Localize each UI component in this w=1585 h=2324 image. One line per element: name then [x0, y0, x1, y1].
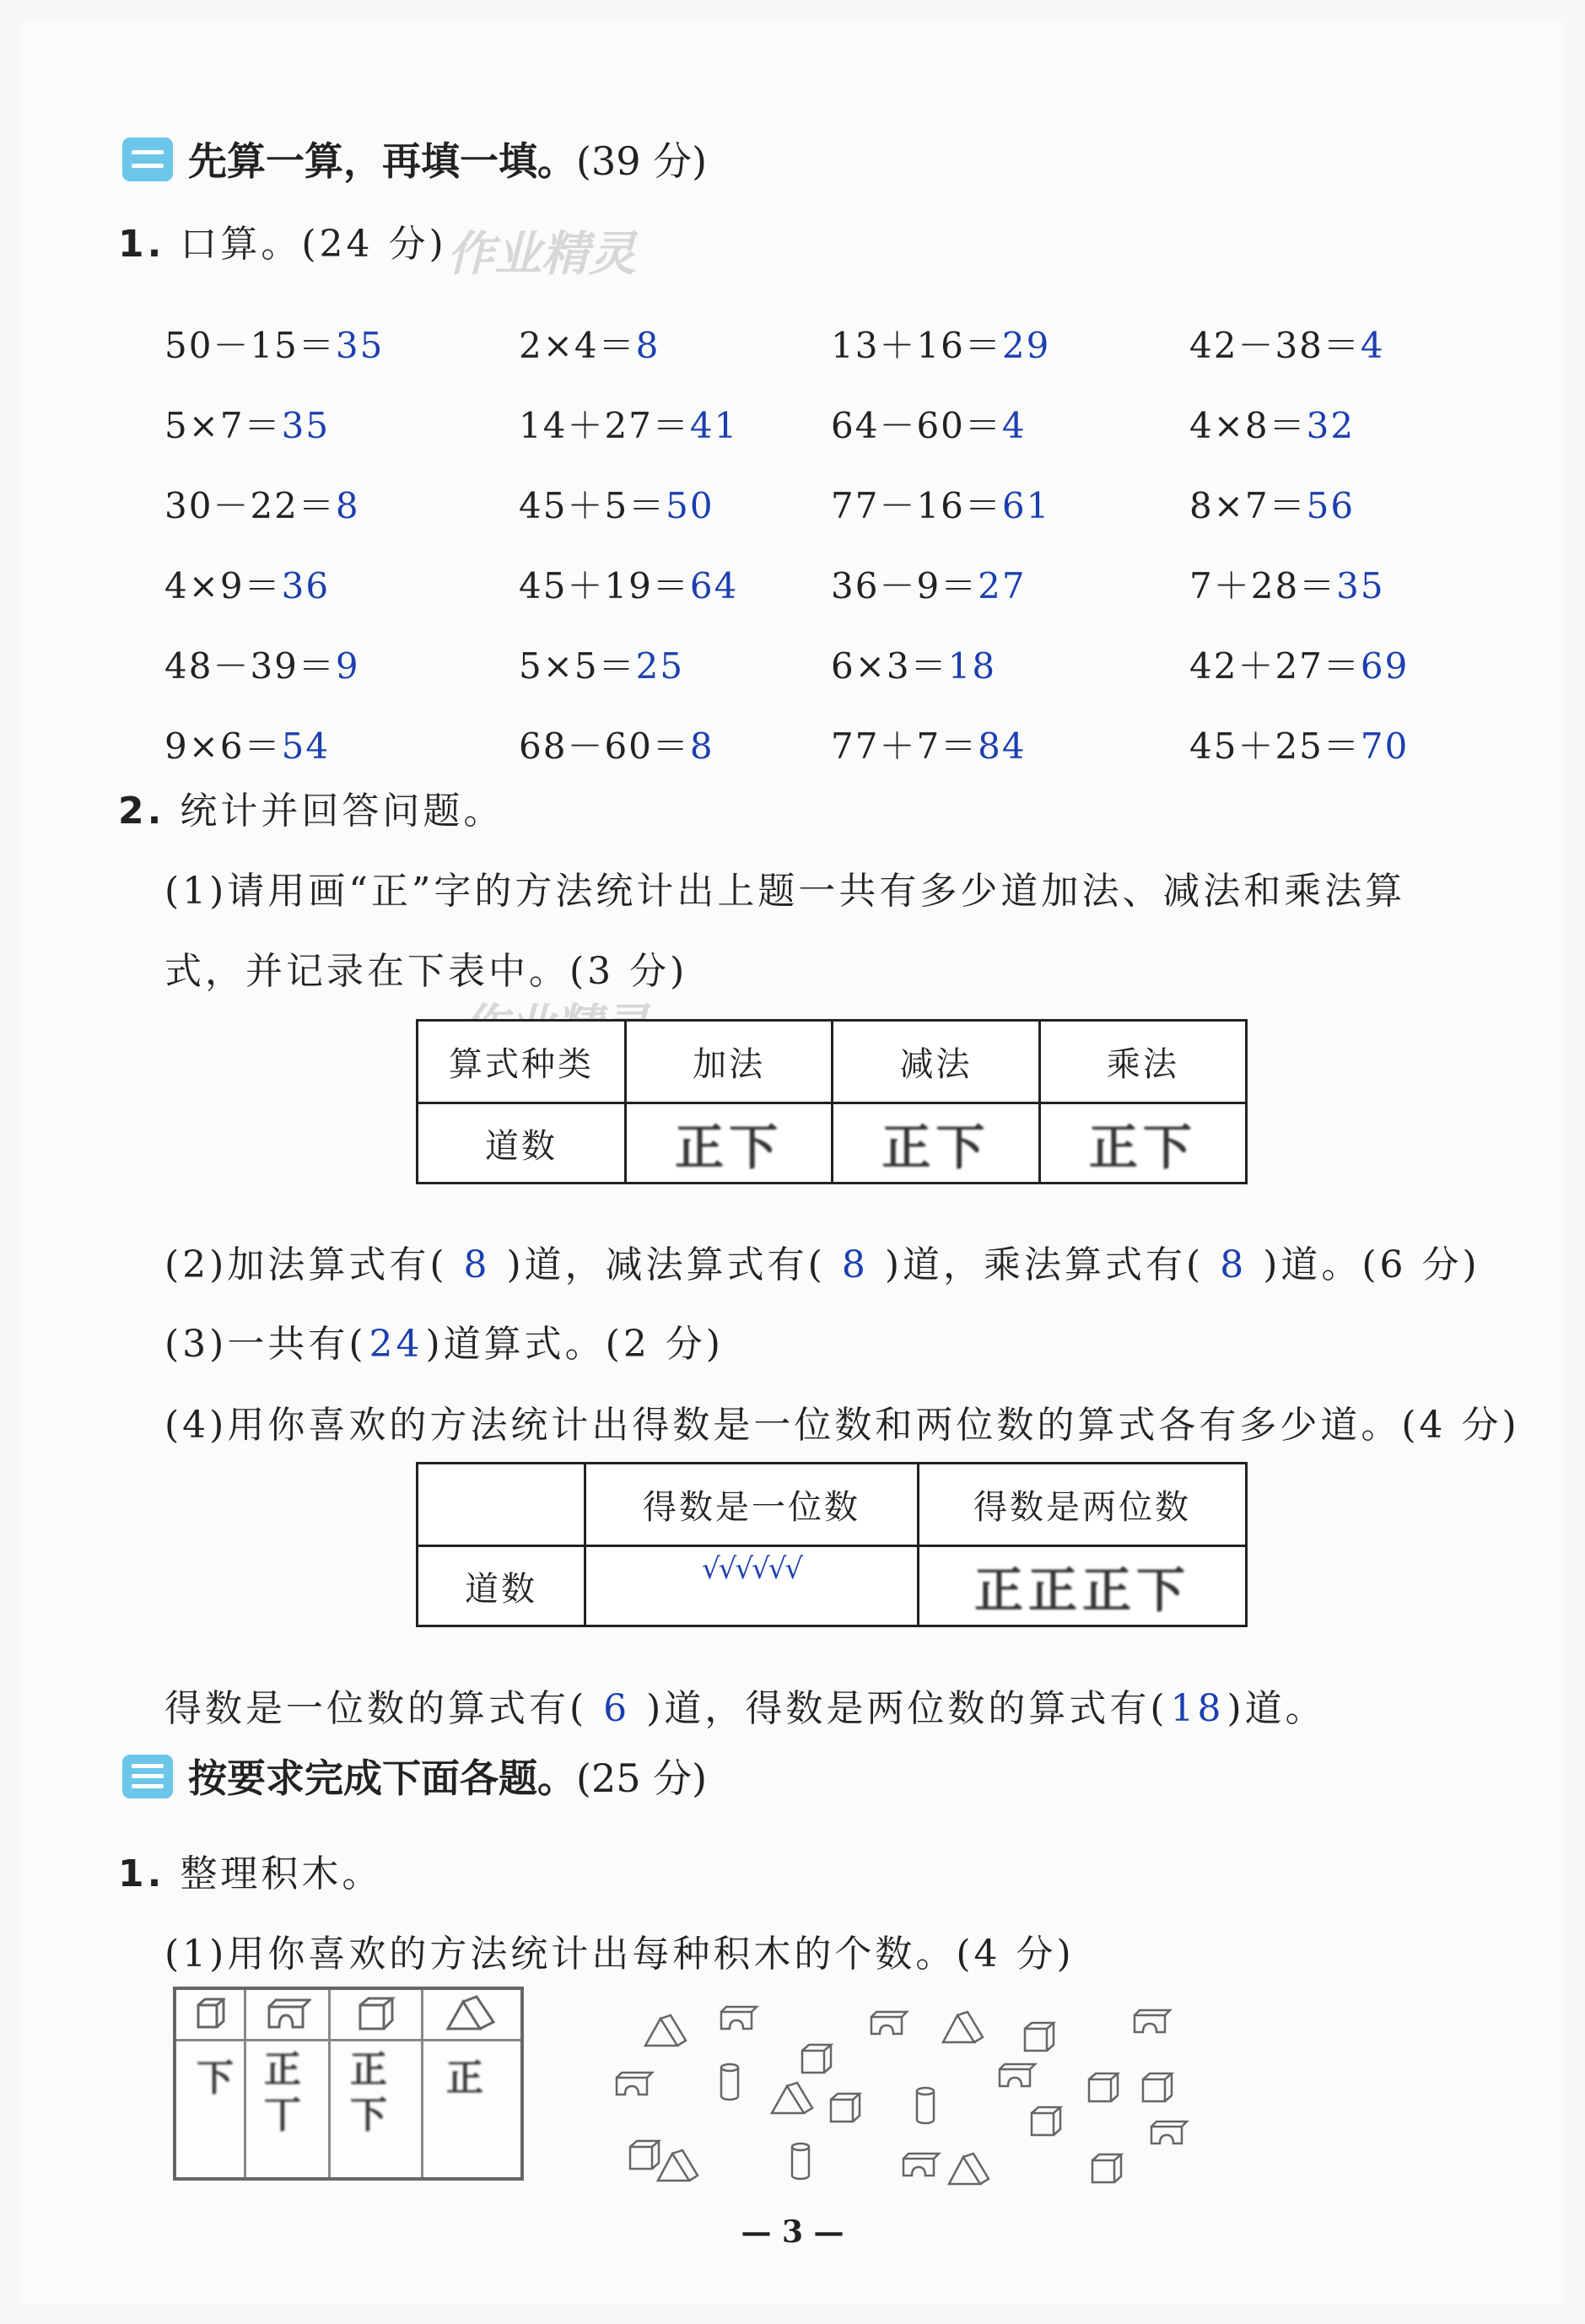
- two-digit-answer: 18: [1170, 1687, 1225, 1730]
- arch-block: [1000, 2064, 1035, 2086]
- cube-icon: [357, 1995, 396, 2032]
- one-digit-answer: 6: [603, 1687, 631, 1730]
- section-three-icon: [122, 1755, 173, 1798]
- equation-answer: 35: [335, 325, 385, 366]
- equation-answer: 35: [1336, 565, 1385, 607]
- equation-question: 4×9＝: [164, 565, 282, 607]
- block-tally-box: [173, 1987, 524, 2181]
- equation-item: [1189, 719, 1409, 769]
- equation-item: [519, 398, 738, 449]
- triangle-block: [772, 2083, 812, 2113]
- q2-part4-answer-text-c: )道。: [1226, 1687, 1326, 1730]
- table2-header-blank: [418, 1464, 585, 1546]
- triangle-block: [645, 2015, 686, 2046]
- tally-cube: 正下: [350, 2048, 392, 2137]
- equation-answer: 18: [947, 645, 997, 687]
- arch-block: [903, 2154, 939, 2176]
- q2-heading: [118, 780, 504, 834]
- cube-block: [630, 2141, 659, 2169]
- equation-question: 64－60＝: [831, 405, 1002, 446]
- section-2-heading: [122, 131, 707, 186]
- equation-question: 42＋27＝: [1189, 645, 1361, 687]
- tally-mark-sub: 正下: [881, 1119, 990, 1176]
- equation-answer: 61: [1001, 485, 1051, 526]
- cuboid-icon: [195, 1997, 225, 2030]
- section-2-title: 先算一算，再填一填。: [188, 138, 576, 184]
- equation-item: [831, 398, 1027, 449]
- triangle-block: [949, 2154, 989, 2184]
- page-number: — 3 —: [741, 2214, 844, 2250]
- section-two-icon: [122, 137, 173, 181]
- equation-item: [1189, 558, 1385, 609]
- equation-item: [1189, 639, 1409, 689]
- operation-tally-table: [416, 1019, 1248, 1184]
- equation-answer: 41: [689, 405, 739, 446]
- equation-question: 6×3＝: [831, 645, 948, 687]
- equation-item: [1189, 478, 1355, 529]
- equation-item: [164, 318, 384, 369]
- table2-header-one-digit: 得数是一位数: [585, 1464, 919, 1546]
- digit-count-tally-table: [416, 1462, 1248, 1627]
- equation-item: [164, 639, 360, 689]
- tally-mark-mul: 正下: [1088, 1119, 1197, 1176]
- equation-question: 77－16＝: [831, 485, 1002, 526]
- equation-answer: 84: [978, 725, 1027, 767]
- q2-part1-line1: (1)请用画“正”字的方法统计出上题一共有多少道加法、减法和乘法算: [164, 870, 1406, 913]
- total-count-answer: 24: [369, 1323, 423, 1366]
- section-3-title: 按要求完成下面各题。: [188, 1755, 576, 1801]
- equation-question: 7＋28＝: [1189, 565, 1337, 607]
- check-marks: √√√√√√: [702, 1552, 801, 1586]
- tally-mark-two-digit: 正正正下: [973, 1561, 1190, 1619]
- equation-answer: 69: [1360, 645, 1410, 687]
- equation-answer: 56: [1306, 485, 1356, 526]
- equation-item: [164, 398, 330, 449]
- q2-part2-text-d: )道。(6 分): [1263, 1243, 1480, 1286]
- equation-item: [164, 719, 330, 769]
- equation-answer: 8: [635, 325, 660, 366]
- subtraction-count-answer: 8: [841, 1243, 869, 1286]
- q1-score: (24 分): [301, 223, 447, 266]
- q3-number: 1.: [118, 1852, 165, 1895]
- equation-item: [1189, 398, 1355, 449]
- q2-part2-text-c: )道，乘法算式有(: [884, 1243, 1205, 1286]
- equation-item: [831, 719, 1027, 769]
- section-3-score: (25 分): [576, 1755, 708, 1801]
- equation-item: [519, 478, 714, 529]
- equation-item: [519, 318, 660, 369]
- tally-triangle: 正: [446, 2057, 488, 2100]
- arch-block: [721, 2007, 757, 2029]
- equation-answer: 8: [335, 485, 360, 526]
- table2-row-label: 道数: [418, 1546, 585, 1626]
- equation-answer: 27: [978, 565, 1027, 607]
- equation-item: [519, 558, 738, 609]
- arch-block: [1151, 2122, 1187, 2143]
- cylinder-block: [721, 2064, 738, 2100]
- q2-part2-text-a: (2)加法算式有(: [164, 1243, 448, 1286]
- q2-part3: [164, 1313, 724, 1367]
- q3-title: 整理积木。: [180, 1852, 383, 1895]
- triangle-block: [658, 2150, 698, 2181]
- equation-question: 68－60＝: [519, 725, 690, 767]
- equation-answer: 35: [281, 405, 331, 446]
- arch-block: [617, 2073, 652, 2095]
- equation-item: [519, 639, 684, 689]
- equation-answer: 9: [335, 645, 360, 687]
- equation-item: [519, 719, 714, 769]
- equation-item: [164, 558, 330, 609]
- multiplication-count-answer: 8: [1220, 1243, 1248, 1286]
- equation-question: 8×7＝: [1189, 485, 1307, 526]
- cube-block: [802, 2045, 831, 2073]
- equation-answer: 50: [666, 485, 714, 526]
- q2-part4-answer-text-b: )道，得数是两位数的算式有(: [646, 1687, 1168, 1730]
- equation-answer: 25: [635, 645, 685, 687]
- q2-part2: [164, 1234, 1480, 1288]
- section-2-score: (39 分): [576, 138, 708, 184]
- cube-block: [1092, 2154, 1121, 2182]
- equation-question: 42－38＝: [1189, 325, 1361, 366]
- triangle-prism-icon: [443, 1995, 499, 2032]
- table2-header-two-digit: 得数是两位数: [919, 1464, 1247, 1546]
- table1-row-label: 道数: [418, 1103, 626, 1184]
- equation-item: [831, 478, 1050, 529]
- equation-question: 45＋19＝: [519, 565, 690, 607]
- equation-question: 30－22＝: [164, 485, 336, 526]
- q2-part3-text-b: )道算式。(2 分): [425, 1323, 724, 1366]
- table1-header-mul: 乘法: [1039, 1021, 1246, 1103]
- section-3-heading: [122, 1748, 707, 1804]
- equation-question: 50－15＝: [164, 325, 336, 366]
- equation-answer: 36: [281, 565, 331, 607]
- tally-arch: 正丅: [264, 2048, 306, 2137]
- arch-block: [1135, 2010, 1170, 2032]
- q1-heading: [118, 213, 447, 267]
- cube-block: [831, 2094, 860, 2122]
- equation-answer: 4: [1360, 325, 1385, 366]
- cylinder-block: [917, 2088, 934, 2123]
- equation-question: 14＋27＝: [519, 405, 690, 446]
- arch-block-icon: [266, 1997, 311, 2030]
- equation-answer: 29: [1001, 325, 1051, 366]
- triangle-block: [943, 2012, 983, 2042]
- equation-question: 5×7＝: [164, 405, 282, 446]
- q3-heading: [118, 1843, 382, 1897]
- cube-block: [1143, 2073, 1172, 2101]
- tally-cuboid: 下: [197, 2057, 239, 2100]
- watermark: 作业精灵: [447, 227, 636, 282]
- equation-answer: 8: [689, 725, 714, 767]
- q1-number: 1.: [118, 223, 165, 266]
- equation-question: 36－9＝: [831, 565, 978, 607]
- table1-header-type: 算式种类: [418, 1021, 626, 1103]
- equation-item: [831, 318, 1050, 369]
- equation-question: 45＋5＝: [519, 485, 666, 526]
- equation-item: [831, 639, 996, 689]
- worksheet-page: [21, 21, 1564, 2303]
- cube-block: [1089, 2073, 1118, 2101]
- equation-answer: 64: [689, 565, 739, 607]
- equation-question: 45＋25＝: [1189, 725, 1361, 767]
- equation-question: 9×6＝: [164, 725, 282, 767]
- q2-part2-text-b: )道，减法算式有(: [506, 1243, 826, 1286]
- equation-question: 77＋7＝: [831, 725, 978, 767]
- q3-part1: (1)用你喜欢的方法统计出每种积木的个数。(4 分): [164, 1933, 1075, 1976]
- q1-title: 口算。: [180, 223, 302, 266]
- cylinder-block: [792, 2143, 809, 2179]
- q2-part1-line2: 式，并记录在下表中。(3 分): [164, 950, 688, 993]
- equation-item: [831, 558, 1027, 609]
- table1-header-add: 加法: [626, 1021, 833, 1103]
- equation-question: 5×5＝: [519, 645, 636, 687]
- q2-number: 2.: [118, 790, 165, 833]
- q2-part4: (4)用你喜欢的方法统计出得数是一位数和两位数的算式各有多少道。(4 分): [164, 1404, 1520, 1447]
- equation-answer: 70: [1360, 725, 1410, 767]
- arch-block: [871, 2012, 907, 2034]
- q2-part4-answer-text-a: 得数是一位数的算式有(: [164, 1687, 588, 1730]
- q2-part3-text-a: (3)一共有(: [164, 1323, 367, 1366]
- equation-question: 48－39＝: [164, 645, 336, 687]
- scattered-blocks-figure: [603, 1995, 1278, 2197]
- equation-item: [164, 478, 360, 529]
- equation-item: [1189, 318, 1385, 369]
- tally-mark-add: 正下: [675, 1119, 784, 1176]
- addition-count-answer: 8: [463, 1243, 491, 1286]
- equation-answer: 4: [1001, 405, 1027, 446]
- q2-part4-answer: [164, 1678, 1326, 1732]
- equation-answer: 32: [1306, 405, 1356, 446]
- equation-question: 2×4＝: [519, 325, 636, 366]
- cube-block: [1032, 2107, 1060, 2135]
- equation-question: 13＋16＝: [831, 325, 1002, 366]
- equation-question: 4×8＝: [1189, 405, 1307, 446]
- q2-title: 统计并回答问题。: [180, 790, 504, 833]
- equation-answer: 54: [281, 725, 331, 767]
- table1-header-sub: 减法: [833, 1021, 1039, 1103]
- cube-block: [1025, 2023, 1054, 2051]
